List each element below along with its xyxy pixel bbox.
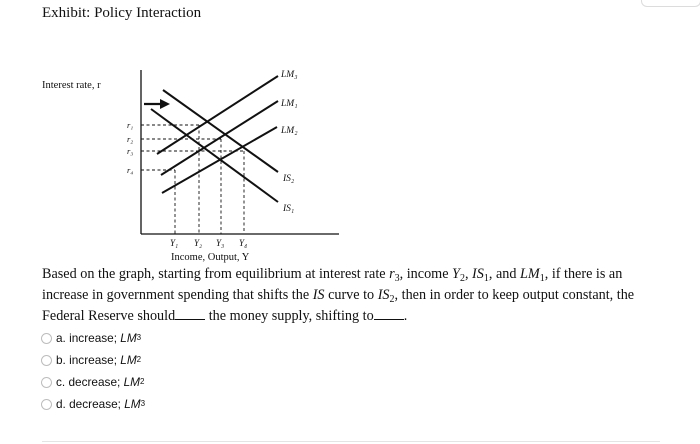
income-label-y2: Y₂	[194, 238, 203, 248]
x-axis-label: Income, Output, Y	[171, 252, 250, 263]
radio-icon[interactable]	[41, 399, 52, 410]
lm3-label: LM₃	[281, 70, 298, 80]
radio-icon[interactable]	[41, 333, 52, 344]
dashed-guides	[141, 125, 244, 234]
rate-label-r4: r₄	[127, 165, 134, 175]
lm3-curve	[157, 76, 278, 154]
income-label-y1: Y₁	[170, 238, 179, 248]
option-d[interactable]: d. decrease; LM 3	[41, 393, 145, 415]
answer-options	[41, 327, 145, 415]
lm2-label: LM₂	[281, 126, 298, 136]
lm1-curve	[161, 101, 278, 175]
option-a[interactable]: a. increase; LM 3	[41, 327, 145, 349]
rate-label-r1: r₁	[127, 120, 134, 130]
is1-label: IS₁	[283, 204, 295, 214]
option-b[interactable]: b. increase; LM 2	[41, 349, 145, 371]
answer-blank-1	[175, 308, 205, 320]
radio-icon[interactable]	[41, 377, 52, 388]
income-label-y4: Y₄	[239, 238, 248, 248]
exhibit-title: Exhibit: Policy Interaction	[42, 5, 202, 21]
radio-icon[interactable]	[41, 355, 52, 366]
option-c[interactable]: c. decrease; LM 2	[41, 371, 145, 393]
income-label-y3: Y₃	[216, 238, 225, 248]
y-axis-label: Interest rate, r	[42, 80, 101, 91]
answer-blank-2	[374, 308, 404, 320]
rate-label-r2: r₂	[127, 134, 134, 144]
rate-label-r3: r₃	[127, 146, 134, 156]
divider	[42, 441, 660, 442]
arrow-head-icon	[160, 99, 170, 109]
question-text: Based on the graph, starting from equilibrium at interest rate $r_3$, income $Y_2$, $IS_1$, and $LM_1$, if there is an increase in government spending that shifts the IS curve to $IS_2$, then in order to keep output constant, the Federal Reserve should the money supply, shifting to .	[42, 266, 635, 324]
is2-label: IS₂	[283, 174, 295, 184]
lm1-label: LM₁	[281, 99, 298, 109]
